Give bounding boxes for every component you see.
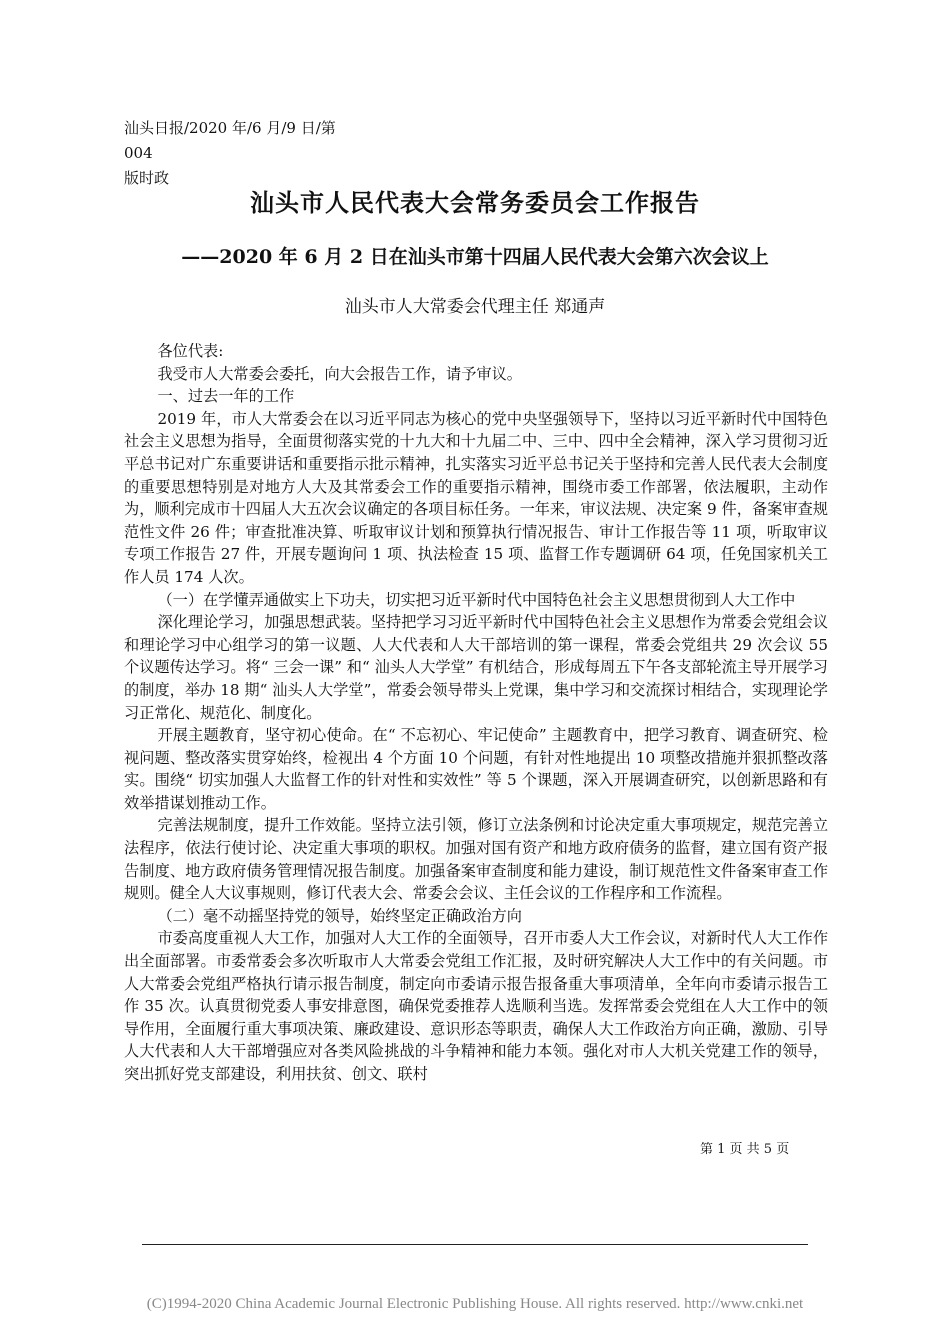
article-subtitle: ——2020 年 6 月 2 日在汕头市第十四届人民代表大会第六次会议上 — [181, 246, 769, 268]
paragraph: 深化理论学习，加强思想武装。坚持把学习习近平新时代中国特色社会主义思想作为常委会党组会议和理论学习中心组学习的第一议题、人大代表和人大干部培训的第一课程，常委会党组共 29 次会议 55 个议题传达学习。将“ 三会一课” 和“ 汕头人大学堂” 有机结合，形成每周五下午各支部轮流主导开展学习的制度，举办 18 期“ 汕头人大学堂”，常委会领导带头上党课，集中学习和交流探讨相结合，实现理论学习正常化、规范化、制度化。 — [124, 613, 828, 722]
copyright-notice: (C)1994-2020 China Academic Journal Electronic Publishing House. All rights reserved. http://www.cnki.net — [146, 1296, 804, 1312]
article-author: 汕头市人大常委会代理主任 郑通声 — [344, 297, 606, 317]
subsection-heading: （二）毫不动摇坚持党的领导，始终坚定正确政治方向 — [157, 906, 522, 925]
paragraph: 开展主题教育，坚守初心使命。在“ 不忘初心、牢记使命” 主题教育中，把学习教育、调查研究、检视问题、整改落实贯穿始终，检视出 4 个方面 10 个问题，有针对性地提出 10 项整改措施并狠抓整改落实。围绕“ 切实加强人大监督工作的针对性和实效性” 等 5 个课题，深入开展调查研究，以创新思路和有效举措谋划推动工作。 — [124, 726, 828, 812]
paragraph: 2019 年，市人大常委会在以习近平同志为核心的党中央坚强领导下，坚持以习近平新时代中国特色社会主义思想为指导，全面贯彻落实党的十九大和十九届二中、三中、四中全会精神，深入学习贯彻习近平总书记对广东重要讲话和重要指示批示精神，扎实落实习近平总书记关于坚持和完善人民代表大会制度的重要思想特别是对地方人大及其常委会工作的重要指示精神，围绕市委工作部署，依法履职，主动作为，顺利完成市十四届人大五次会议确定的各项目标任务。一年来，审议法规、决定案 9 件，备案审查规范性文件 26 件；审查批准决算、听取审议计划和预算执行情况报告、审计工作报告等 11 项，听取审议专项工作报告 27 件，开展专题询问 1 项、执法检查 15 项、监督工作专题调研 64 项，任免国家机关工作人员 174 人次。 — [124, 409, 828, 586]
paragraph: 市委高度重视人大工作，加强对人大工作的全面领导，召开市委人大工作会议，对新时代人大工作作出全面部署。市委常委会多次听取市人大常委会党组工作汇报，及时研究解决人大工作中的有关问题。市人大常委会党组严格执行请示报告制度，制定向市委请示报告报备重大事项清单，全年向市委请示报告工作 35 次。认真贯彻党委人事安排意图，确保党委推荐人选顺利当选。发挥常委会党组在人大工作中的领导作用，全面履行重大事项决策、廉政建设、意识形态等职责，确保人大工作政治方向正确，激励、引导人大代表和人大干部增强应对各类风险挑战的斗争精神和能力本领。强化对市人大机关党建工作的领导，突出抓好党支部建设，利用扶贫、创文、联村 — [124, 929, 828, 1083]
page-indicator: 第 1 页 共 5 页 — [700, 1142, 790, 1157]
article-title: 汕头市人民代表大会常务委员会工作报告 — [250, 188, 700, 217]
source-line: 版时政 — [124, 169, 170, 187]
footer-divider — [142, 1244, 808, 1245]
paragraph: 我受市人大常委会委托，向大会报告工作，请予审议。 — [157, 364, 522, 383]
article-body — [124, 340, 828, 1086]
paragraph: 完善法规制度，提升工作效能。坚持立法引领，修订立法条例和讨论决定重大事项规定，规范完善立法程序，依法行使讨论、决定重大事项的职权。加强对国有资产和地方政府债务的监督，建立国有资产报告制度、地方政府债务管理情况报告制度。加强备案审查制度和能力建设，制订规范性文件备案审查工作规则。健全人大议事规则，修订代表大会、常委会会议、主任会议的工作程序和工作流程。 — [124, 816, 828, 903]
subsection-heading: （一）在学懂弄通做实上下功夫，切实把习近平新时代中国特色社会主义思想贯彻到人大工作中 — [157, 590, 796, 609]
source-line: 汕头日报/2020 年/6 月/9 日/第 004 — [124, 119, 336, 162]
section-heading: 一、过去一年的工作 — [157, 387, 295, 406]
source-info — [124, 116, 364, 191]
salutation: 各位代表: — [157, 342, 224, 360]
